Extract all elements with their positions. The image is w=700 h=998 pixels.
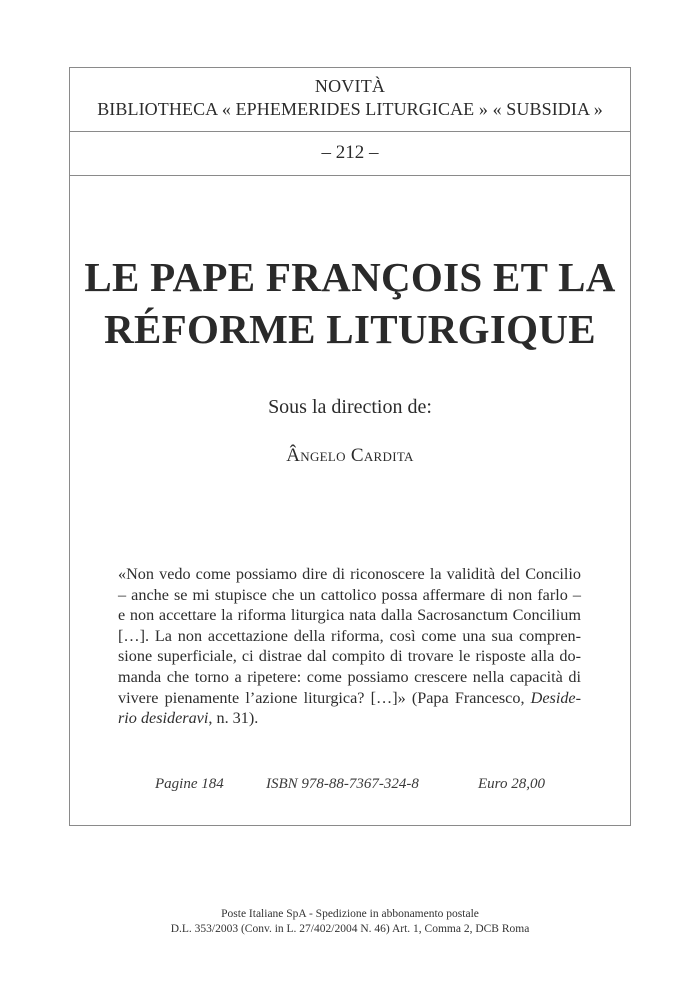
quote-line: manda che torno a ripetere: come possiamo crescere nella capacità di	[118, 667, 581, 686]
quote-text: vivere pienamente l’azione liturgica? […]» (Papa Francesco,	[118, 688, 531, 707]
quote-line: e non accettare la riforma liturgica nata dalla Sacrosanctum Concilium	[118, 606, 581, 625]
page-count: Pagine 184	[155, 776, 224, 792]
direction-label: Sous la direction de:	[268, 396, 432, 418]
quote-block	[118, 564, 581, 729]
quote-source-italic: rio desideravi	[118, 709, 209, 728]
quote-text: , n. 31).	[208, 709, 259, 728]
postal-line2: D.L. 353/2003 (Conv. in L. 27/402/2004 N. 46) Art. 1, Comma 2, DCB Roma	[170, 923, 530, 935]
quote-line	[118, 708, 581, 729]
price: Euro 28,00	[478, 776, 545, 792]
quote-line: «Non vedo come possiamo dire di riconoscere la validità del Concilio	[118, 565, 581, 583]
editor-name: Ângelo Cardita	[286, 445, 414, 466]
series-header	[70, 68, 630, 132]
quote-line: […]. La non accettazione della riforma, così come una sua compren-	[118, 626, 581, 645]
novita-label: NOVITÀ	[314, 76, 386, 96]
quote-line: sione superficiale, ci distrae dal compito di trovare le risposte alla do-	[118, 647, 581, 666]
isbn: ISBN 978-88-7367-324-8	[266, 776, 419, 792]
quote-line	[118, 688, 581, 709]
quote-line: – anche se mi stupisce che un cattolico possa affermare di non farlo –	[118, 585, 581, 604]
book-title-line2: RÉFORME LITURGIQUE	[104, 306, 596, 352]
announcement-frame	[69, 67, 631, 826]
postal-line1: Poste Italiane SpA - Spedizione in abbonamento postale	[221, 908, 479, 920]
book-title	[70, 251, 630, 355]
postal-footer	[0, 907, 700, 937]
volume-number: – 212 –	[70, 131, 630, 176]
quote-source-italic: Deside-	[530, 688, 581, 707]
book-title-line1: LE PAPE FRANÇOIS ET LA	[84, 254, 616, 300]
series-name: BIBLIOTHECA « EPHEMERIDES LITURGICAE » « SUBSIDIA »	[97, 99, 603, 119]
